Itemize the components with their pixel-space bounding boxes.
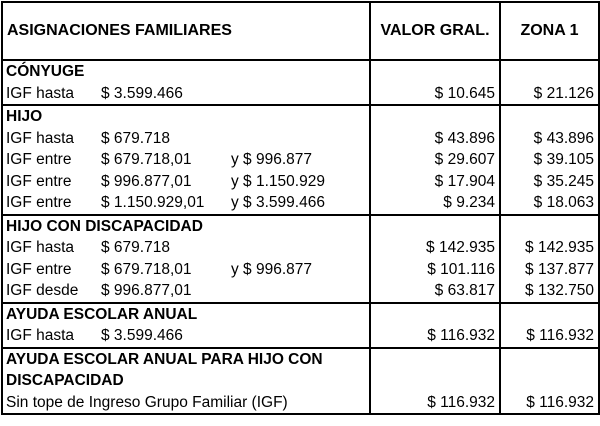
- row-range-to: y $ 1.150.929: [231, 172, 325, 190]
- section-hijo-valor: [370, 105, 500, 215]
- row-range-to: y $ 3.599.466: [231, 194, 325, 211]
- section-ayuda-escolar-discapacidad-valor: [370, 348, 500, 415]
- section-hijo-discapacidad-labels: [2, 215, 370, 303]
- row-range-from: $ 996.877,01: [101, 282, 192, 299]
- section-conyuge: [2, 60, 599, 105]
- section-ayuda-escolar-discapacidad-zona: [500, 348, 599, 415]
- section-hijo-labels: [2, 105, 370, 215]
- row-label: IGF entre: [6, 172, 72, 190]
- valor-gral-cell: $ 43.896: [434, 129, 495, 147]
- table-row: [3, 280, 369, 302]
- row-range-to: y $ 996.877: [231, 151, 313, 168]
- row-range-to: y $ 996.877: [231, 260, 313, 278]
- table-header-row: [2, 2, 599, 60]
- valor-gral-cell: $ 116.932: [427, 393, 495, 411]
- row-label: IGF hasta: [6, 239, 75, 256]
- section-hijo-zona: [500, 105, 599, 215]
- column-header-zona-1: ZONA 1: [500, 2, 599, 60]
- section-conyuge-valor: [370, 60, 500, 105]
- zona-1-cell: $ 35.245: [533, 172, 594, 190]
- zona-1-cell: $ 132.750: [525, 282, 594, 299]
- valor-gral-cell: $ 17.904: [434, 172, 495, 190]
- section-hijo-discapacidad-valor: [370, 215, 500, 303]
- row-range-from: $ 3.599.466: [101, 84, 183, 102]
- row-range-from: $ 679.718: [101, 129, 170, 147]
- row-label: IGF desde: [6, 282, 79, 299]
- section-ayuda-escolar-discapacidad: [2, 348, 599, 415]
- row-label: IGF entre: [6, 260, 72, 278]
- section-title-hijo-discapacidad: HIJO CON DISCAPACIDAD: [6, 217, 203, 235]
- row-label: Sin tope de Ingreso Grupo Familiar (IGF): [6, 393, 288, 411]
- section-title-ayuda-escolar-discapacidad-line2: DISCAPACIDAD: [6, 372, 124, 389]
- section-ayuda-escolar-labels: [2, 303, 370, 348]
- section-ayuda-escolar-discapacidad-labels: [2, 348, 370, 415]
- valor-gral-cell: $ 9.234: [443, 194, 495, 211]
- zona-1-cell: $ 142.935: [525, 239, 594, 256]
- zona-1-cell: $ 18.063: [533, 194, 594, 211]
- row-label: IGF entre: [6, 151, 72, 168]
- row-label: IGF hasta: [6, 129, 75, 147]
- row-range-from: $ 996.877,01: [101, 172, 192, 190]
- table-row: [3, 192, 369, 214]
- table-row: [3, 259, 369, 281]
- section-title-ayuda-escolar-discapacidad-line1: AYUDA ESCOLAR ANUAL PARA HIJO CON: [6, 350, 323, 368]
- valor-gral-cell: $ 63.817: [434, 282, 495, 299]
- section-title-ayuda-escolar: AYUDA ESCOLAR ANUAL: [6, 305, 198, 323]
- row-range-from: $ 1.150.929,01: [101, 194, 205, 211]
- section-hijo-discapacidad-zona: [500, 215, 599, 303]
- zona-1-cell: $ 39.105: [533, 151, 594, 168]
- section-hijo-discapacidad: [2, 215, 599, 303]
- table-row: [3, 128, 369, 150]
- section-conyuge-zona: [500, 60, 599, 105]
- table-row: [3, 325, 369, 347]
- zona-1-cell: $ 116.932: [526, 327, 594, 344]
- zona-1-cell: $ 43.896: [533, 129, 594, 147]
- row-range-from: $ 679.718,01: [101, 260, 192, 278]
- asignaciones-table: [1, 1, 600, 415]
- section-ayuda-escolar: [2, 303, 599, 348]
- table-row: [3, 149, 369, 171]
- row-label: IGF hasta: [6, 327, 75, 344]
- table-row: [3, 171, 369, 193]
- valor-gral-cell: $ 101.116: [427, 260, 495, 278]
- section-hijo: [2, 105, 599, 215]
- table-row: [3, 392, 369, 414]
- row-range-from: $ 679.718,01: [101, 151, 192, 168]
- row-range-from: $ 679.718: [101, 239, 170, 256]
- valor-gral-cell: $ 10.645: [434, 84, 495, 102]
- section-conyuge-labels: [2, 60, 370, 105]
- section-title-conyuge: CÓNYUGE: [6, 63, 85, 80]
- zona-1-cell: $ 137.877: [525, 260, 594, 278]
- zona-1-cell: $ 21.126: [533, 84, 594, 102]
- row-label: IGF entre: [6, 194, 72, 211]
- row-label: IGF hasta: [6, 84, 75, 102]
- valor-gral-cell: $ 142.935: [426, 239, 495, 256]
- section-ayuda-escolar-valor: [370, 303, 500, 348]
- column-header-valor-gral: VALOR GRAL.: [370, 2, 500, 60]
- valor-gral-cell: $ 116.932: [427, 327, 495, 344]
- table-row: [3, 83, 369, 105]
- table-title: ASIGNACIONES FAMILIARES: [2, 2, 370, 60]
- row-range-from: $ 3.599.466: [101, 327, 183, 344]
- valor-gral-cell: $ 29.607: [434, 151, 495, 168]
- section-title-hijo: HIJO: [6, 108, 43, 125]
- section-ayuda-escolar-zona: [500, 303, 599, 348]
- table-row: [3, 237, 369, 259]
- zona-1-cell: $ 116.932: [526, 393, 594, 411]
